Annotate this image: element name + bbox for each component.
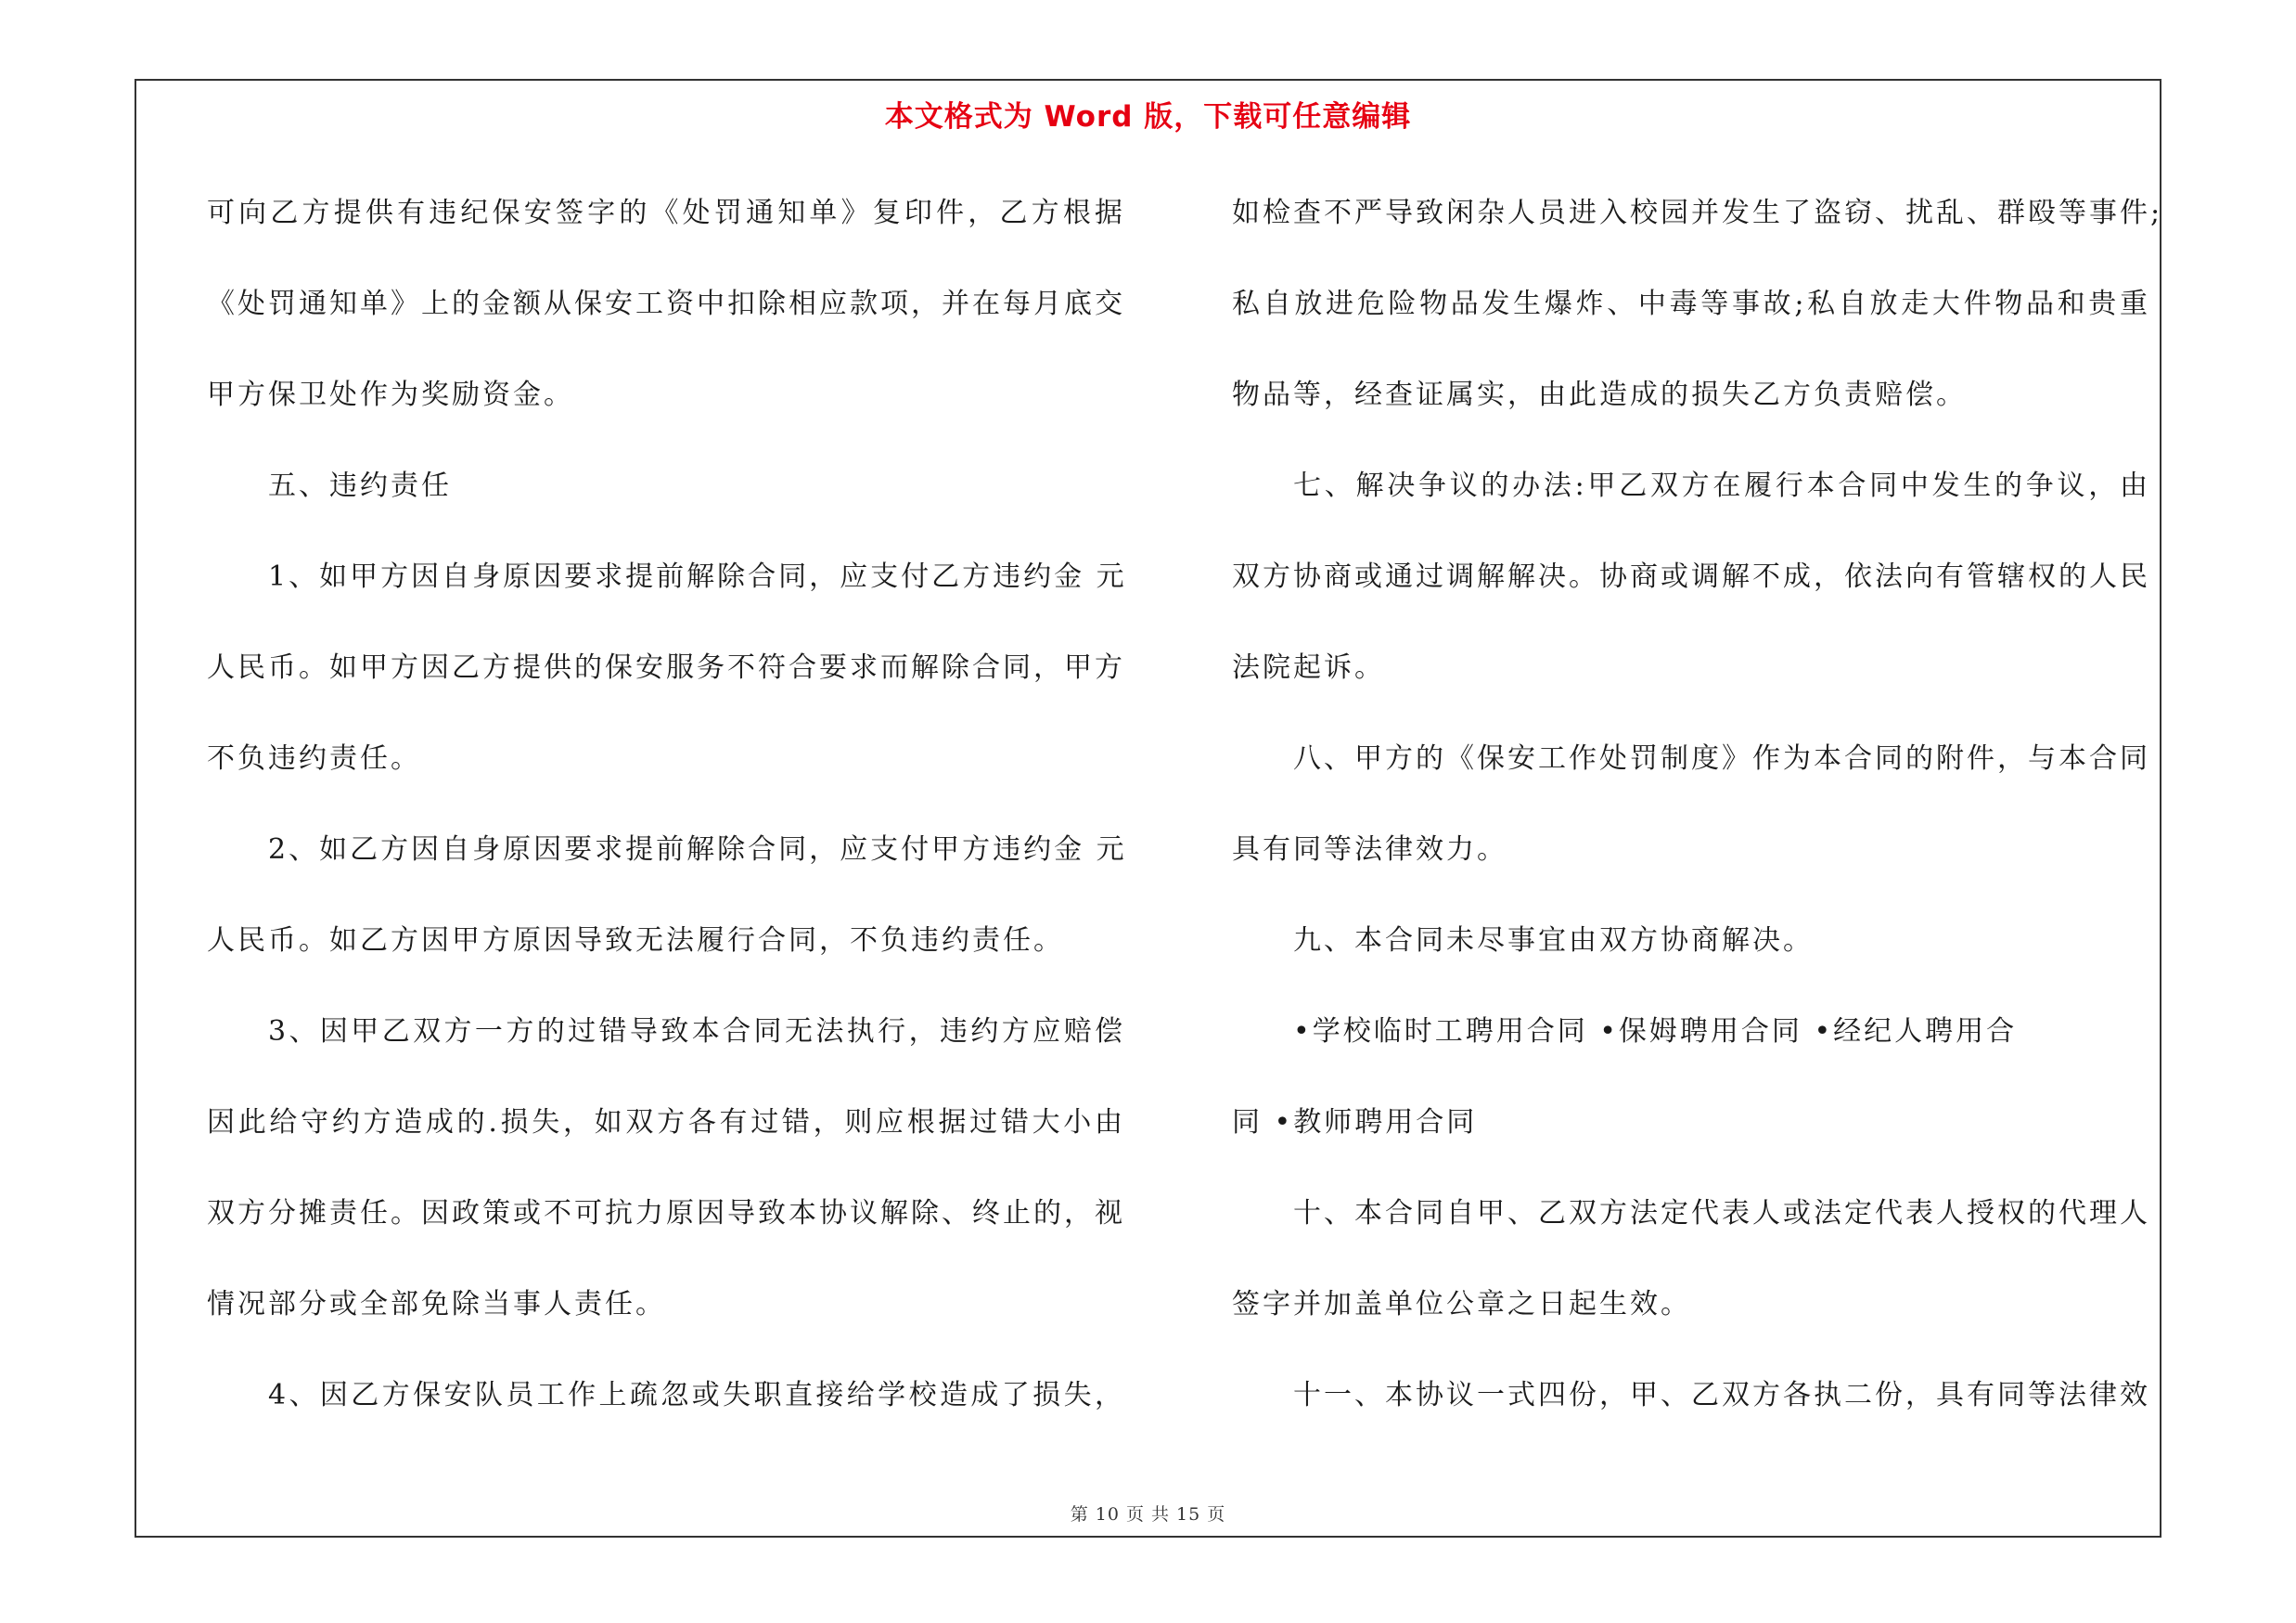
left-column: [207, 186, 1125, 1459]
paragraph-line: 双方协商或通过调解解决。协商或调解不成，依法向有管辖权的人民: [1232, 560, 2150, 593]
paragraph-line: 甲方保卫处作为奖励资金。: [207, 379, 574, 411]
paragraph-line: 具有同等法律效力。: [1232, 833, 1507, 866]
page-number: 第 10 页 共 15 页: [1070, 1504, 1226, 1525]
paragraph-line: 人民币。如甲方因乙方提供的保安服务不符合要求而解除合同，甲方: [207, 651, 1125, 684]
paragraph-line: 物品等，经查证属实，由此造成的损失乙方负责赔偿。: [1232, 379, 1967, 411]
paragraph-line: 人民币。如乙方因甲方原因导致无法履行合同，不负违约责任。: [207, 924, 1064, 957]
paragraph-line: 十一、本协议一式四份，甲、乙双方各执二份，具有同等法律效: [1293, 1379, 2150, 1411]
paragraph-line: 可向乙方提供有违纪保安签字的《处罚通知单》复印件，乙方根据: [207, 197, 1125, 229]
paragraph-line: 法院起诉。: [1232, 651, 1385, 684]
right-column: [1232, 186, 2163, 1459]
paragraph-line: 4、因乙方保安队员工作上疏忽或失职直接给学校造成了损失，: [268, 1379, 1125, 1411]
paragraph-line: 1、如甲方因自身原因要求提前解除合同，应支付乙方违约金 元: [268, 560, 1127, 593]
related-links-line[interactable]: 同 •教师聘用合同: [1232, 1106, 1478, 1139]
paragraph-line: 八、甲方的《保安工作处罚制度》作为本合同的附件，与本合同: [1293, 742, 2150, 775]
paragraph-line: 因此给守约方造成的.损失，如双方各有过错，则应根据过错大小由: [207, 1106, 1125, 1139]
paragraph-line: 情况部分或全部免除当事人责任。: [207, 1288, 666, 1320]
paragraph-line: 私自放进危险物品发生爆炸、中毒等事故;私自放走大件物品和贵重: [1232, 288, 2150, 320]
section-heading: 五、违约责任: [268, 470, 452, 502]
paragraph-line: 九、本合同未尽事宜由双方协商解决。: [1293, 924, 1814, 957]
paragraph-line: 如检查不严导致闲杂人员进入校园并发生了盗窃、扰乱、群殴等事件;: [1232, 197, 2163, 229]
paragraph-line: 双方分摊责任。因政策或不可抗力原因导致本协议解除、终止的，视: [207, 1197, 1125, 1230]
paragraph-line: 七、解决争议的办法:甲乙双方在履行本合同中发生的争议，由: [1293, 470, 2150, 502]
paragraph-line: 签字并加盖单位公章之日起生效。: [1232, 1288, 1691, 1320]
paragraph-line: 3、因甲乙双方一方的过错导致本合同无法执行，违约方应赔偿: [268, 1015, 1125, 1048]
related-links-line[interactable]: •学校临时工聘用合同 •保姆聘用合同 •经纪人聘用合: [1293, 1015, 2018, 1048]
paragraph-line: 《处罚通知单》上的金额从保安工资中扣除相应款项，并在每月底交: [207, 288, 1125, 320]
header-banner: 本文格式为 Word 版，下载可任意编辑: [884, 100, 1412, 134]
paragraph-line: 2、如乙方因自身原因要求提前解除合同，应支付甲方违约金 元: [268, 833, 1127, 866]
paragraph-line: 不负违约责任。: [207, 742, 421, 775]
paragraph-line: 十、本合同自甲、乙双方法定代表人或法定代表人授权的代理人: [1293, 1197, 2150, 1230]
